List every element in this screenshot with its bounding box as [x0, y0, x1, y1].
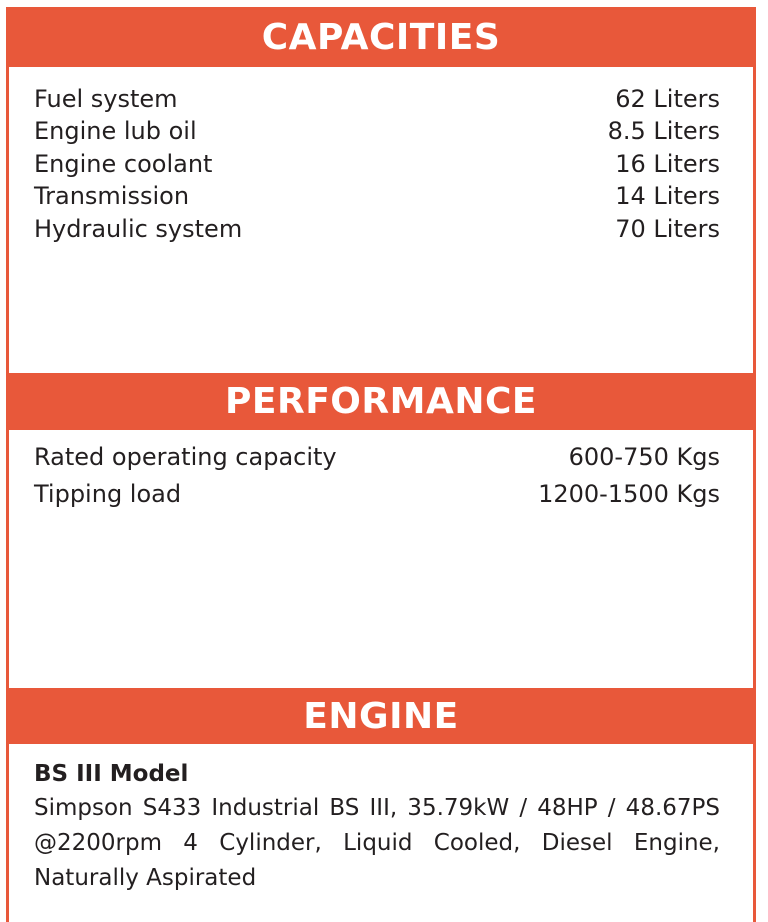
- engine-header: [6, 688, 756, 744]
- capacities-list: [34, 83, 720, 245]
- engine-details: [34, 757, 720, 896]
- capacity-value: 14 Liters: [615, 182, 720, 211]
- capacity-label: Engine lub oil: [34, 117, 197, 146]
- capacity-value: 16 Liters: [615, 149, 720, 178]
- capacity-label: Hydraulic system: [34, 214, 243, 243]
- capacity-value: 8.5 Liters: [607, 117, 720, 146]
- performance-row-rated-operating-capacity: [34, 439, 720, 476]
- capacity-label: Engine coolant: [34, 149, 213, 178]
- engine-title: ENGINE: [303, 695, 459, 737]
- engine-model: BS III Model: [34, 761, 189, 787]
- performance-value: 1200-1500 Kgs: [538, 480, 720, 508]
- performance-row-tipping-load: [34, 476, 720, 513]
- capacity-row-transmission: [34, 180, 720, 212]
- capacities-title: CAPACITIES: [261, 16, 501, 58]
- capacity-row-engine-coolant: [34, 148, 720, 180]
- capacity-row-engine-lub-oil: [34, 115, 720, 147]
- capacity-value: 70 Liters: [615, 214, 720, 243]
- capacity-label: Transmission: [34, 182, 190, 211]
- performance-header: [6, 373, 756, 430]
- capacity-value: 62 Liters: [615, 85, 720, 113]
- performance-label: Rated operating capacity: [34, 443, 337, 471]
- performance-list: [34, 439, 720, 513]
- capacity-row-fuel-system: [34, 83, 720, 115]
- capacities-header: [6, 7, 756, 67]
- performance-title: PERFORMANCE: [225, 381, 537, 422]
- performance-label: Tipping load: [34, 480, 182, 508]
- capacity-row-hydraulic-system: [34, 213, 720, 245]
- performance-value: 600-750 Kgs: [568, 443, 720, 471]
- engine-description: Simpson S433 Industrial BS III, 35.79kW / 48HP / 48.67PS @2200rpm 4 Cylinder, Liquid Cooled, Diesel Engine, Naturally Aspirated: [34, 795, 720, 891]
- capacity-label: Fuel system: [34, 85, 178, 113]
